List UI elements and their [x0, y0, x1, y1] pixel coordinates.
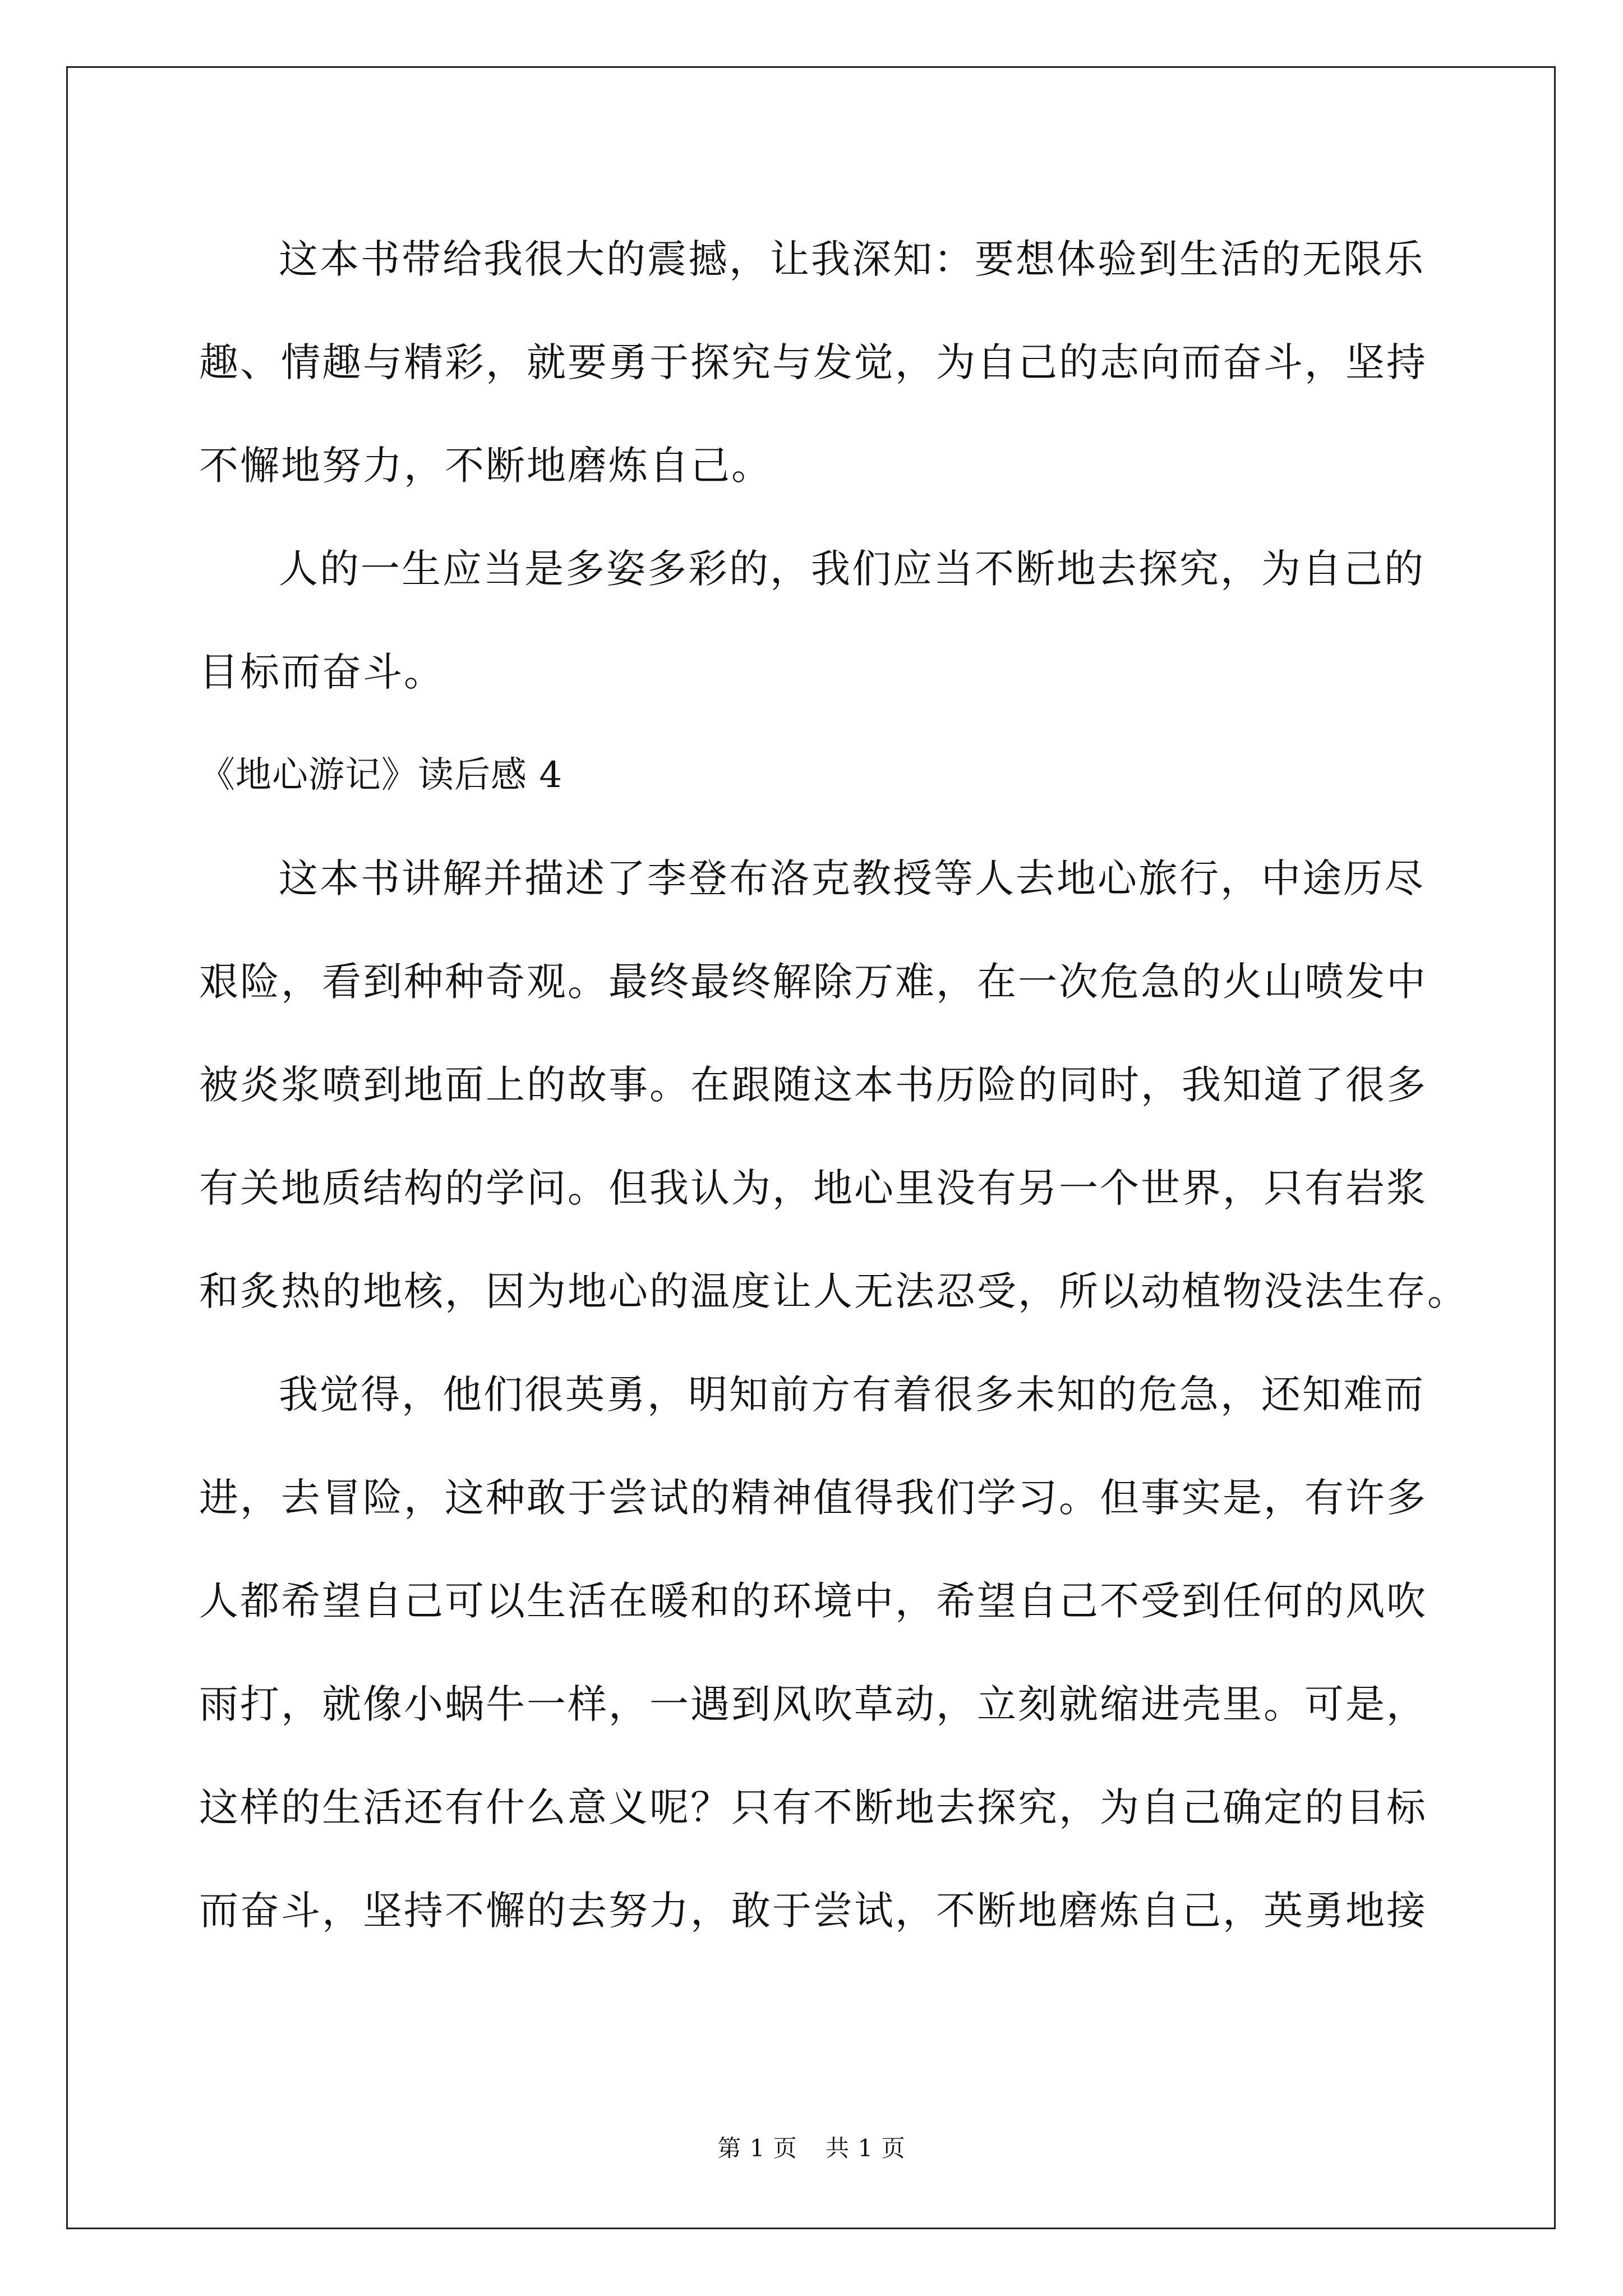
paragraph-line: 我觉得，他们很英勇，明知前方有着很多未知的危急，还知难而: [279, 1372, 1425, 1418]
paragraph-line: 趣、情趣与精彩，就要勇于探究与发觉，为自己的志向而奋斗，坚持: [199, 339, 1427, 385]
paragraph-line: 这本书带给我很大的震撼，让我深知：要想体验到生活的无限乐: [279, 236, 1425, 282]
paragraph-line: 艰险，看到种种奇观。最终最终解除万难，在一次危急的火山喷发中: [199, 959, 1427, 1005]
paragraph-line: 人都希望自己可以生活在暖和的环境中，希望自己不受到任何的风吹: [199, 1578, 1427, 1624]
page-footer: [0, 2132, 1623, 2165]
paragraph-line: 有关地质结构的学问。但我认为，地心里没有另一个世界，只有岩浆: [199, 1165, 1427, 1211]
paragraph-line: 人的一生应当是多姿多彩的，我们应当不断地去探究，为自己的: [279, 546, 1425, 592]
page-number: 第 1 页: [717, 2134, 797, 2162]
paragraph-line: 不懈地努力，不断地磨炼自己。: [199, 443, 772, 489]
paragraph-line: 进，去冒险，这种敢于尝试的精神值得我们学习。但事实是，有许多: [199, 1475, 1427, 1521]
paragraph-line: 雨打，就像小蜗牛一样，一遇到风吹草动，立刻就缩进壳里。可是，: [199, 1681, 1427, 1727]
document-body: [199, 208, 1468, 1962]
paragraph-line: 被炎浆喷到地面上的故事。在跟随这本书历险的同时，我知道了很多: [199, 1062, 1427, 1108]
section-heading: 《地心游记》读后感 4: [199, 754, 563, 796]
paragraph-line: 这样的生活还有什么意义呢？只有不断地去探究，为自己确定的目标: [199, 1784, 1427, 1830]
paragraph-line: 和炙热的地核，因为地心的温度让人无法忍受，所以动植物没法生存。: [199, 1268, 1468, 1314]
paragraph-line: 这本书讲解并描述了李登布洛克教授等人去地心旅行，中途历尽: [279, 855, 1425, 901]
paragraph-line: 目标而奋斗。: [199, 649, 445, 695]
paragraph-line: 而奋斗，坚持不懈的去努力，敢于尝试，不断地磨炼自己，英勇地接: [199, 1888, 1427, 1934]
page-total: 共 1 页: [826, 2134, 906, 2162]
